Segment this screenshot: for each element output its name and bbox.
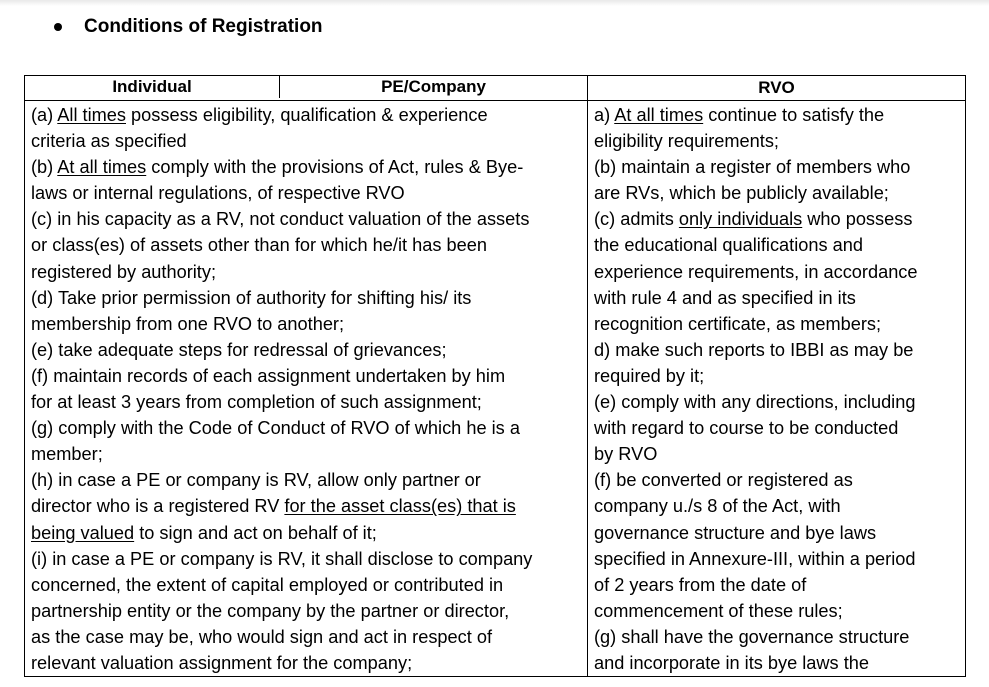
individual-company-text-line bbox=[31, 206, 582, 232]
text-segment: possess eligibility, qualification & experience bbox=[126, 105, 488, 125]
individual-company-text-line bbox=[31, 311, 582, 337]
individual-company-text-line bbox=[31, 415, 582, 441]
bullet-icon bbox=[54, 23, 62, 31]
underlined-text: At all times bbox=[57, 157, 147, 178]
individual-company-text-line bbox=[31, 389, 582, 415]
rvo-text-line bbox=[594, 493, 960, 519]
text-segment: concerned, the extent of capital employed or contributed in bbox=[31, 574, 504, 595]
text-segment: of 2 years from the date of bbox=[594, 574, 807, 595]
text-segment: (g) comply with the Code of Conduct of RVO of which he is a bbox=[31, 418, 520, 439]
section-heading-row bbox=[54, 16, 323, 38]
text-segment: are RVs, which be publicly available; bbox=[594, 183, 889, 204]
text-segment: commencement of these rules; bbox=[594, 600, 843, 621]
conditions-table bbox=[24, 75, 966, 677]
text-segment: required by it; bbox=[594, 365, 705, 386]
left-header-cell bbox=[25, 76, 588, 101]
header-rvo: RVO bbox=[588, 76, 966, 101]
text-segment: partnership entity or the company by the partner or director, bbox=[31, 600, 510, 621]
individual-company-text-line bbox=[31, 467, 582, 493]
text-segment: (f) maintain records of each assignment undertaken by him bbox=[31, 365, 506, 386]
page-top-shadow bbox=[0, 0, 989, 6]
text-segment: as the case may be, who would sign and act in respect of bbox=[31, 626, 493, 647]
rvo-text-line bbox=[594, 206, 960, 232]
text-segment: criteria as specified bbox=[31, 131, 187, 152]
individual-company-text-line bbox=[31, 624, 582, 650]
rvo-text-line bbox=[594, 259, 960, 285]
text-segment: registered by authority; bbox=[31, 261, 217, 282]
text-segment: eligibility requirements; bbox=[594, 131, 779, 152]
text-segment: specified in Annexure-III, within a period bbox=[594, 548, 916, 569]
individual-company-conditions-cell bbox=[25, 101, 588, 677]
text-segment: or class(es) of assets other than for which he/it has been bbox=[31, 235, 487, 256]
text-segment: by RVO bbox=[594, 444, 658, 465]
text-segment: laws or internal regulations, of respective RVO bbox=[31, 183, 405, 204]
underlined-text: being valued bbox=[31, 522, 135, 543]
text-segment: (h) in case a PE or company is RV, allow only partner or bbox=[31, 470, 481, 491]
text-segment: a) bbox=[594, 105, 615, 125]
rvo-text-line bbox=[594, 154, 960, 180]
text-segment: company u./s 8 of the Act, with bbox=[594, 496, 841, 517]
rvo-text-line bbox=[594, 311, 960, 337]
rvo-text-line bbox=[594, 520, 960, 546]
text-segment: who possess bbox=[802, 209, 913, 230]
individual-company-text-line bbox=[31, 128, 582, 154]
underlined-text: for the asset class(es) that is bbox=[284, 496, 516, 517]
text-segment: relevant valuation assignment for the company; bbox=[31, 652, 413, 673]
rvo-text-line bbox=[594, 128, 960, 154]
header-pe-company: PE/Company bbox=[381, 77, 486, 96]
rvo-text-line bbox=[594, 363, 960, 389]
text-segment: (c) in his capacity as a RV, not conduct valuation of the assets bbox=[31, 209, 530, 230]
individual-company-text-line bbox=[31, 154, 582, 180]
table-header-row bbox=[25, 76, 966, 101]
text-segment: director who is a registered RV bbox=[31, 496, 285, 517]
individual-company-text-line bbox=[31, 572, 582, 598]
text-segment: (f) be converted or registered as bbox=[594, 470, 853, 491]
underlined-text: only individuals bbox=[678, 209, 803, 230]
text-segment: comply with the provisions of Act, rules & Bye- bbox=[146, 157, 524, 178]
text-segment: member; bbox=[31, 444, 103, 465]
text-segment: (d) Take prior permission of authority for shifting his/ its bbox=[31, 287, 472, 308]
rvo-text-line bbox=[594, 415, 960, 441]
rvo-conditions-cell bbox=[588, 101, 966, 677]
text-segment: (c) admits bbox=[594, 209, 679, 230]
text-segment: the educational qualifications and bbox=[594, 235, 863, 256]
rvo-text-line bbox=[594, 285, 960, 311]
individual-company-text-line bbox=[31, 493, 582, 519]
rvo-text-line bbox=[594, 337, 960, 363]
individual-company-text-line bbox=[31, 102, 582, 128]
text-segment: membership from one RVO to another; bbox=[31, 313, 345, 334]
individual-company-text-line bbox=[31, 337, 582, 363]
text-segment: (e) comply with any directions, including bbox=[594, 392, 916, 413]
text-segment: (b) maintain a register of members who bbox=[594, 157, 911, 178]
rvo-text-line bbox=[594, 180, 960, 206]
text-segment: (g) shall have the governance structure bbox=[594, 626, 910, 647]
rvo-text-line bbox=[594, 232, 960, 258]
rvo-text-line bbox=[594, 441, 960, 467]
individual-company-text-line bbox=[31, 520, 582, 546]
individual-company-text-line bbox=[31, 598, 582, 624]
rvo-text-line bbox=[594, 624, 960, 650]
text-segment: for at least 3 years from completion of such assignment; bbox=[31, 392, 482, 413]
individual-company-text-line bbox=[31, 363, 582, 389]
text-segment: experience requirements, in accordance bbox=[594, 261, 918, 282]
text-segment: with rule 4 and as specified in its bbox=[594, 287, 856, 308]
individual-company-text-line bbox=[31, 259, 582, 285]
individual-company-text-line bbox=[31, 232, 582, 258]
text-segment: and incorporate in its bye laws the bbox=[594, 652, 869, 673]
rvo-text-line bbox=[594, 467, 960, 493]
text-segment: to sign and act on behalf of it; bbox=[134, 522, 377, 543]
text-segment: governance structure and bye laws bbox=[594, 522, 877, 543]
rvo-text-line bbox=[594, 650, 960, 676]
rvo-text-line bbox=[594, 598, 960, 624]
individual-company-text-line bbox=[31, 441, 582, 467]
individual-company-text-line bbox=[31, 546, 582, 572]
underlined-text: All times bbox=[57, 105, 126, 125]
text-segment: (i) in case a PE or company is RV, it shall disclose to company bbox=[31, 548, 533, 569]
rvo-text-line bbox=[594, 572, 960, 598]
text-segment: (a) bbox=[31, 105, 58, 125]
text-segment: (e) take adequate steps for redressal of grievances; bbox=[31, 339, 447, 360]
section-heading: Conditions of Registration bbox=[84, 16, 323, 37]
individual-company-text-line bbox=[31, 650, 582, 676]
individual-company-text-line bbox=[31, 285, 582, 311]
text-segment: with regard to course to be conducted bbox=[594, 418, 899, 439]
text-segment: (b) bbox=[31, 157, 58, 178]
underlined-text: At all times bbox=[614, 105, 704, 125]
text-segment: continue to satisfy the bbox=[703, 105, 885, 125]
header-individual: Individual bbox=[25, 76, 280, 98]
rvo-text-line bbox=[594, 102, 960, 128]
text-segment: recognition certificate, as members; bbox=[594, 313, 882, 334]
rvo-text-line bbox=[594, 546, 960, 572]
individual-company-text-line bbox=[31, 180, 582, 206]
text-segment: d) make such reports to IBBI as may be bbox=[594, 339, 914, 360]
rvo-text-line bbox=[594, 389, 960, 415]
table-body-row bbox=[25, 101, 966, 677]
